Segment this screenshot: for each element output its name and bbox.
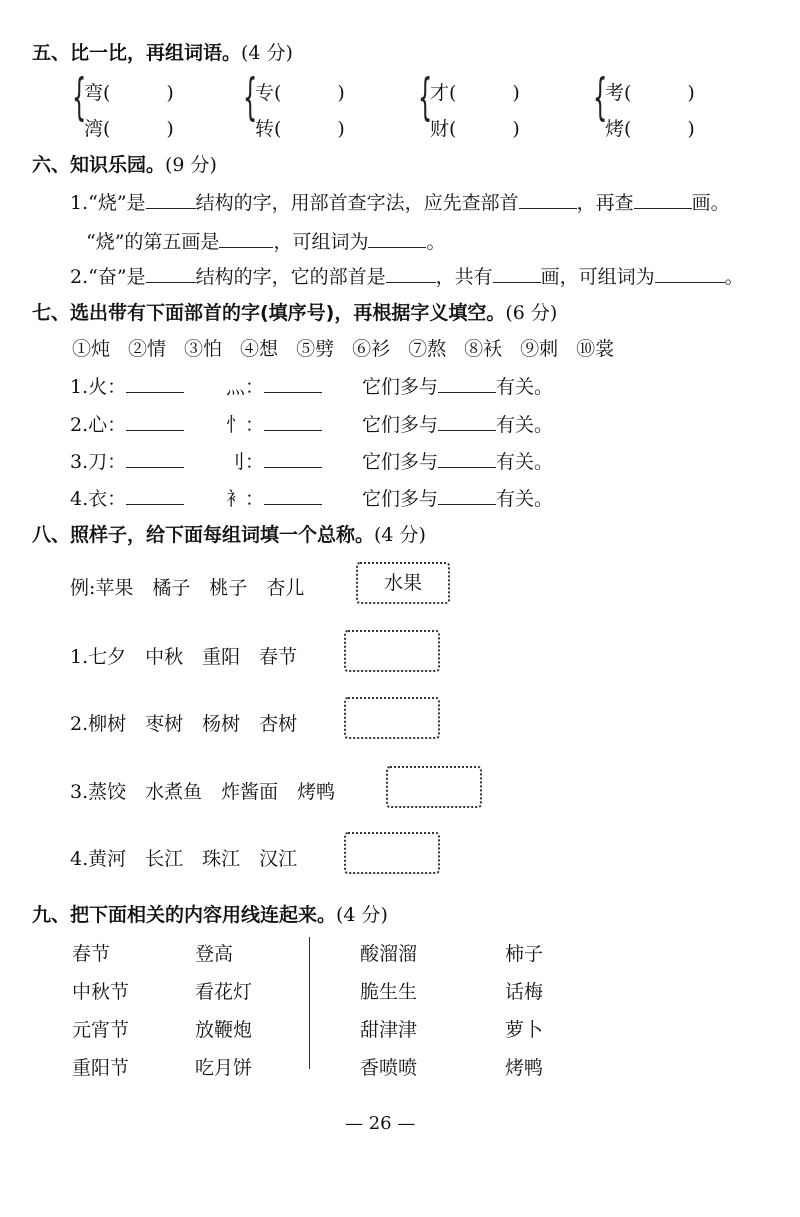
answer-blank[interactable] [126, 449, 184, 468]
radical-row-4: 4.衣： [70, 484, 184, 511]
answer-blank[interactable] [126, 374, 184, 393]
match-col-tastes [360, 935, 417, 1087]
answer-blank[interactable] [264, 449, 322, 468]
match-item[interactable]: 烤鸭 [505, 1057, 544, 1079]
group4-bottom: 烤( [605, 118, 632, 140]
group3-top: 才( [430, 82, 457, 104]
brace-3: { [418, 68, 433, 126]
choice-item: ⑩裳 [576, 338, 615, 360]
choice-item: ⑥衫 [352, 338, 391, 360]
answer-blank[interactable] [264, 486, 322, 505]
match-item[interactable]: 萝卜 [505, 1019, 544, 1041]
choice-item: ⑨刺 [520, 338, 559, 360]
compare-group-2: 专( ) 转( ) [255, 82, 345, 140]
match-item[interactable]: 酸溜溜 [360, 943, 418, 965]
section6-q1-line2: “烧”的第五画是 ，可组词为 。 [86, 231, 446, 253]
radical-row-1: 1.火： [70, 372, 184, 399]
group-2-words: 2.柳树 枣树 杨树 杏树 [70, 713, 298, 735]
radical-row-1c: 它们多与 有关。 [362, 376, 554, 398]
group-4-words: 4.黄河 长江 珠江 汉江 [70, 848, 298, 870]
section7-points: (6 分) [505, 302, 558, 324]
group1-top: 弯( [84, 82, 111, 104]
section5-title: 五、比一比，再组词语。 [32, 42, 242, 64]
answer-blank[interactable] [438, 449, 496, 468]
compare-group-3: 才( ) 财( ) [430, 82, 520, 140]
match-item[interactable]: 香喷喷 [360, 1057, 418, 1079]
choice-item: ①炖 [72, 338, 111, 360]
radical-row-2: 2.心： [70, 410, 184, 437]
choice-item: ⑧袄 [464, 338, 503, 360]
group4-top: 考( [605, 82, 632, 104]
answer-blank[interactable] [493, 264, 541, 283]
section6-q1-line1: 1.“烧”是 结构的字，用部首查字法，应先查部首 ，再查 画。 [70, 192, 730, 214]
answer-box[interactable] [344, 697, 440, 739]
match-item[interactable]: 春节 [72, 943, 111, 965]
match-item[interactable]: 脆生生 [360, 981, 418, 1003]
answer-blank[interactable] [655, 264, 725, 283]
answer-blank[interactable] [126, 412, 184, 431]
match-item[interactable]: 放鞭炮 [195, 1019, 253, 1041]
section8-points: (4 分) [374, 524, 426, 546]
match-col-festivals [72, 935, 129, 1087]
section7-title: 七、选出带有下面部首的字(填序号)，再根据字义填空。 [32, 302, 506, 324]
brace-1: { [72, 68, 87, 126]
group2-bottom: 转( [255, 118, 282, 140]
section9-heading [32, 900, 388, 927]
brace-2: { [243, 68, 258, 126]
radical-row-3: 3.刀： [70, 447, 184, 474]
match-col-customs [195, 935, 252, 1087]
match-item[interactable]: 登高 [195, 943, 234, 965]
answer-blank[interactable] [264, 412, 322, 431]
match-item[interactable]: 看花灯 [195, 981, 253, 1003]
group3-bottom: 财( [430, 118, 457, 140]
choice-item: ④想 [240, 338, 279, 360]
answer-box[interactable] [386, 766, 482, 808]
answer-blank[interactable] [368, 229, 426, 248]
answer-blank[interactable] [519, 190, 577, 209]
answer-blank[interactable] [634, 190, 692, 209]
example-answer: 水果 [383, 572, 422, 594]
choice-item: ⑤劈 [296, 338, 335, 360]
radical-row-1b: 灬： [226, 372, 322, 399]
radical-row-3b: 刂： [226, 447, 322, 474]
section8-heading [32, 520, 426, 547]
choice-item: ⑦熬 [408, 338, 447, 360]
match-item[interactable]: 中秋节 [72, 981, 130, 1003]
section5-points: (4 分) [241, 42, 293, 64]
section6-heading [32, 150, 217, 177]
example-answer-box [356, 562, 450, 604]
group-1-words: 1.七夕 中秋 重阳 春节 [70, 646, 298, 668]
compare-group-1: 弯( ) 湾( ) [84, 82, 174, 140]
answer-blank[interactable] [126, 486, 184, 505]
page-number: — 26 — [345, 1113, 416, 1134]
answer-blank[interactable] [146, 190, 196, 209]
section7-heading [32, 298, 557, 325]
match-col-foods [505, 935, 543, 1087]
radical-row-4c: 它们多与 有关。 [362, 488, 554, 510]
answer-blank[interactable] [386, 264, 436, 283]
radical-row-3c: 它们多与 有关。 [362, 451, 554, 473]
example-words: 例:苹果 橘子 桃子 杏儿 [70, 577, 305, 599]
section5-heading [32, 38, 293, 65]
choice-item: ②情 [128, 338, 167, 360]
section8-title: 八、照样子，给下面每组词填一个总称。 [32, 524, 375, 546]
answer-blank[interactable] [219, 229, 273, 248]
radical-row-2c: 它们多与 有关。 [362, 414, 554, 436]
section6-title: 六、知识乐园。 [32, 154, 166, 176]
match-item[interactable]: 元宵节 [72, 1019, 130, 1041]
brace-4: { [593, 68, 608, 126]
match-item[interactable]: 重阳节 [72, 1057, 130, 1079]
answer-blank[interactable] [438, 412, 496, 431]
section9-points: (4 分) [336, 904, 388, 926]
answer-blank[interactable] [264, 374, 322, 393]
choice-item: ③怕 [184, 338, 223, 360]
answer-blank[interactable] [438, 486, 496, 505]
group-3-words: 3.蒸饺 水煮鱼 炸酱面 烤鸭 [70, 781, 336, 803]
compare-group-4: 考( ) 烤( ) [605, 82, 695, 140]
match-item[interactable]: 吃月饼 [195, 1057, 253, 1079]
section6-q2: 2.“奋”是 结构的字，它的部首是 ，共有 画，可组词为 。 [70, 266, 744, 288]
section6-points: (9 分) [165, 154, 217, 176]
radical-row-4b: 衤： [226, 484, 322, 511]
match-item[interactable]: 话梅 [505, 981, 544, 1003]
choice-list [72, 334, 614, 361]
answer-box[interactable] [344, 832, 440, 874]
column-divider [309, 937, 310, 1069]
group1-bottom: 湾( [84, 118, 111, 140]
radical-row-2b: 忄： [226, 410, 322, 437]
answer-blank[interactable] [146, 264, 196, 283]
section9-title: 九、把下面相关的内容用线连起来。 [32, 904, 337, 926]
answer-blank[interactable] [438, 374, 496, 393]
match-item[interactable]: 柿子 [505, 943, 544, 965]
answer-box[interactable] [344, 630, 440, 672]
match-item[interactable]: 甜津津 [360, 1019, 418, 1041]
group2-top: 专( [255, 82, 282, 104]
